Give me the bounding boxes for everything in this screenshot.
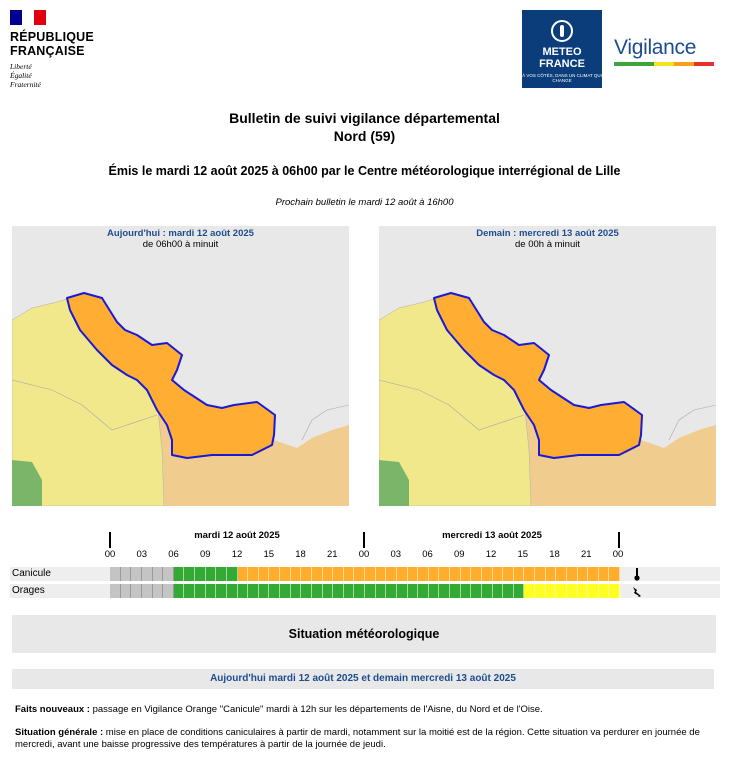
timeline-midnight-marker [363, 532, 365, 548]
timeline-cell-past [110, 584, 121, 598]
map-today-panel [12, 226, 349, 506]
map-today-day: Aujourd'hui : mardi 12 août 2025 [107, 228, 254, 239]
timeline-tick-label: 15 [263, 549, 275, 560]
timeline-cell-green [238, 584, 249, 598]
vigilance-bar-segment [694, 62, 714, 66]
timeline-cell-green [344, 584, 355, 598]
timeline-tick-label: 03 [390, 549, 402, 560]
map-tomorrow-period: de 00h à minuit [515, 239, 580, 250]
republic-line1: RÉPUBLIQUE [10, 30, 94, 44]
timeline-cell-orange [344, 567, 355, 581]
timeline-cell-green [269, 584, 280, 598]
timeline-cell-orange [514, 567, 525, 581]
timeline-cell-green [365, 584, 376, 598]
timeline-cell-orange [546, 567, 557, 581]
timeline-cell-green [174, 567, 185, 581]
timeline-tick-label: 03 [136, 549, 148, 560]
timeline-cell-green [503, 584, 514, 598]
timeline-cell-green [482, 584, 493, 598]
timeline-cell-green [216, 584, 227, 598]
timeline-cell-green [376, 584, 387, 598]
timeline-cell-orange [238, 567, 249, 581]
timeline-cell-green [461, 584, 472, 598]
timeline-cell-orange [524, 567, 535, 581]
timeline-cell-orange [493, 567, 504, 581]
timeline-cell-orange [599, 567, 610, 581]
timeline-cell-past [153, 567, 164, 581]
timeline-cell-orange [578, 567, 589, 581]
french-flag-icon [10, 10, 46, 25]
timeline-cell-orange [471, 567, 482, 581]
timeline-cell-green [195, 567, 206, 581]
timeline-cell-orange [461, 567, 472, 581]
next-bulletin-line: Prochain bulletin le mardi 12 août à 16h00 [275, 197, 454, 208]
timeline-cell-green [184, 584, 195, 598]
situation-generale-text: mise en place de conditions caniculaires à partir de mardi, notamment sur la moitié est de la région. Cette situation va perdurer en journée de mercredi, avant une baisse progressive des températures à partir de la journée de jeudi. [15, 727, 700, 750]
timeline-cell-yellow [524, 584, 535, 598]
vigilance-timeline [0, 526, 729, 606]
timeline-cell-past [163, 567, 174, 581]
timeline-cell-past [131, 584, 142, 598]
timeline-tick-label: 06 [422, 549, 433, 560]
timeline-cell-orange [376, 567, 387, 581]
timeline-cell-green [184, 567, 195, 581]
map-tomorrow-day: Demain : mercredi 13 août 2025 [476, 228, 619, 239]
timeline-cell-green [408, 584, 419, 598]
timeline-tick-label: 09 [453, 549, 465, 560]
situation-title: Situation météorologique [12, 615, 716, 653]
timeline-cell-green [397, 584, 408, 598]
timeline-cell-orange [386, 567, 397, 581]
timeline-cell-orange [280, 567, 291, 581]
timeline-cell-orange [301, 567, 312, 581]
timeline-cell-orange [333, 567, 344, 581]
timeline-cell-past [131, 567, 142, 581]
orages-label: Orages [12, 585, 45, 596]
timeline-cell-green [386, 584, 397, 598]
meteo-france-logo [522, 10, 602, 88]
timeline-cell-green [354, 584, 365, 598]
situation-generale-label: Situation générale : [15, 727, 104, 738]
timeline-cell-green [333, 584, 344, 598]
timeline-tick-label: 12 [485, 549, 497, 560]
timeline-cell-past [142, 567, 153, 581]
vigilance-wordmark: Vigilance [614, 36, 697, 59]
timeline-tick-label: 06 [168, 549, 179, 560]
timeline-tick-label: 09 [199, 549, 211, 560]
vigilance-bar-segment [654, 62, 674, 66]
timeline-cell-green [323, 584, 334, 598]
meteo-tagline: À VOS CÔTÉS, DANS UN CLIMAT QUI CHANGE [522, 73, 602, 83]
timeline-cell-orange [291, 567, 302, 581]
timeline-cell-green [174, 584, 185, 598]
faits-nouveaux-text: passage en Vigilance Orange "Canicule" mardi à 12h sur les départements de l'Aisne, du Nord et de l'Oise. [92, 704, 543, 715]
lightning-icon [630, 584, 644, 601]
timeline-cell-green [216, 567, 227, 581]
motto-fraternite: Fraternité [10, 80, 41, 89]
department-title: Nord (59) [333, 128, 396, 144]
timeline-cell-orange [609, 567, 620, 581]
timeline-cell-yellow [535, 584, 546, 598]
vigilance-color-bar [614, 62, 714, 66]
timeline-cell-orange [482, 567, 493, 581]
timeline-cell-green [514, 584, 525, 598]
timeline-start-marker [109, 532, 111, 548]
vigilance-logo [614, 36, 716, 66]
faits-nouveaux-label: Faits nouveaux : [15, 704, 90, 715]
timeline-day1: mardi 12 août 2025 [194, 530, 280, 541]
timeline-day2: mercredi 13 août 2025 [442, 530, 542, 541]
timeline-cell-past [110, 567, 121, 581]
timeline-cell-green [227, 567, 238, 581]
timeline-cell-green [280, 584, 291, 598]
timeline-end-marker [618, 532, 620, 548]
timeline-cell-green [248, 584, 259, 598]
map-today[interactable] [12, 250, 349, 506]
timeline-cell-green [450, 584, 461, 598]
timeline-cell-green [227, 584, 238, 598]
emission-line: Émis le mardi 12 août 2025 à 06h00 par le Centre météorologique interrégional de Lille [108, 164, 621, 178]
vigilance-bar-segment [614, 62, 634, 66]
timeline-cell-green [312, 584, 323, 598]
timeline-cell-yellow [556, 584, 567, 598]
map-tomorrow[interactable] [379, 250, 716, 506]
timeline-cell-yellow [588, 584, 599, 598]
timeline-cell-green [301, 584, 312, 598]
bulletin-title: Bulletin de suivi vigilance départemental [229, 110, 500, 126]
meteo-line2: FRANCE [539, 58, 585, 70]
timeline-cell-orange [408, 567, 419, 581]
timeline-cell-past [121, 584, 132, 598]
map-today-period: de 06h00 à minuit [142, 239, 219, 250]
timeline-cell-green [291, 584, 302, 598]
timeline-cell-orange [248, 567, 259, 581]
timeline-cell-orange [567, 567, 578, 581]
timeline-tick-label: 21 [326, 549, 338, 560]
meteo-line1: METEO [542, 46, 582, 58]
timeline-cell-green [439, 584, 450, 598]
timeline-cell-orange [588, 567, 599, 581]
timeline-cell-orange [418, 567, 429, 581]
timeline-tick-label: 15 [517, 549, 529, 560]
timeline-tick-label: 21 [580, 549, 592, 560]
meteo-france-emblem-icon [551, 20, 573, 42]
timeline-cell-yellow [578, 584, 589, 598]
timeline-cell-green [471, 584, 482, 598]
timeline-cell-orange [323, 567, 334, 581]
thermometer-icon [630, 567, 644, 584]
timeline-cell-past [121, 567, 132, 581]
republique-francaise-logo [10, 10, 120, 89]
situation-subtitle: Aujourd'hui mardi 12 août 2025 et demain mercredi 13 août 2025 [12, 669, 714, 689]
timeline-tick-label: 00 [358, 549, 370, 560]
timeline-cell-orange [365, 567, 376, 581]
timeline-cell-green [206, 567, 217, 581]
timeline-cell-yellow [546, 584, 557, 598]
orages-bar[interactable] [110, 584, 620, 598]
timeline-cell-past [163, 584, 174, 598]
timeline-cell-yellow [599, 584, 610, 598]
situation-generale-paragraph [15, 727, 715, 751]
timeline-cell-orange [429, 567, 440, 581]
timeline-cell-orange [439, 567, 450, 581]
faits-nouveaux-paragraph [15, 704, 715, 716]
timeline-tick-label: 00 [612, 549, 624, 560]
timeline-tick-label: 12 [231, 549, 243, 560]
timeline-cell-orange [397, 567, 408, 581]
canicule-label: Canicule [12, 568, 51, 579]
timeline-cell-orange [354, 567, 365, 581]
canicule-bar[interactable] [110, 567, 620, 581]
timeline-tick-label: 18 [295, 549, 306, 560]
timeline-cell-green [259, 584, 270, 598]
timeline-cell-orange [259, 567, 270, 581]
timeline-cell-green [493, 584, 504, 598]
timeline-cell-green [429, 584, 440, 598]
timeline-cell-orange [556, 567, 567, 581]
motto-egalite: Égalité [10, 71, 32, 80]
timeline-cell-green [418, 584, 429, 598]
map-tomorrow-panel [379, 226, 716, 506]
timeline-cell-orange [269, 567, 280, 581]
timeline-tick-label: 00 [104, 549, 116, 560]
timeline-cell-yellow [609, 584, 620, 598]
timeline-cell-yellow [567, 584, 578, 598]
timeline-cell-green [206, 584, 217, 598]
timeline-cell-green [195, 584, 206, 598]
timeline-cell-past [142, 584, 153, 598]
timeline-cell-orange [535, 567, 546, 581]
timeline-cell-orange [450, 567, 461, 581]
motto-liberte: Liberté [10, 62, 32, 71]
vigilance-bar-segment [634, 62, 654, 66]
timeline-cell-past [153, 584, 164, 598]
timeline-cell-orange [312, 567, 323, 581]
timeline-cell-orange [503, 567, 514, 581]
timeline-tick-label: 18 [549, 549, 560, 560]
vigilance-bar-segment [674, 62, 694, 66]
republic-line2: FRANÇAISE [10, 44, 85, 58]
